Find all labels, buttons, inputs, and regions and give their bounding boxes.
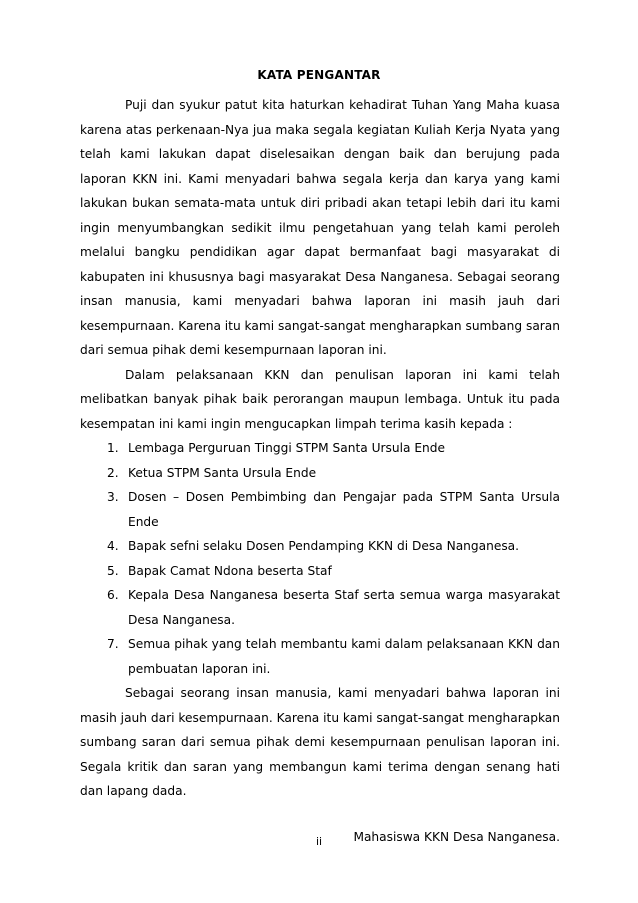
page-title: KATA PENGANTAR [257, 68, 381, 82]
paragraph-1-line: ingin menyumbangkan sedikit ilmu pengetahuan yang telah kami peroleh [80, 221, 560, 235]
signature: Mahasiswa KKN Desa Nanganesa. [353, 830, 560, 844]
list-item: Kepala Desa Nanganesa beserta Staf serta semua warga masyarakat [128, 588, 560, 602]
page-number: ii [315, 835, 323, 848]
paragraph-3-line: dan lapang dada. [80, 784, 187, 798]
list-item: Dosen – Dosen Pembimbing dan Pengajar pada STPM Santa Ursula [128, 490, 560, 504]
list-item: Ende [128, 515, 159, 529]
paragraph-3-line: masih jauh dari kesempurnaan. Karena itu kami sangat-sangat mengharapkan [80, 711, 560, 725]
paragraph-1-line: melalui bangku pendidikan agar dapat bermanfaat bagi masyarakat di [80, 245, 560, 259]
list-item-number: 1. [107, 441, 119, 455]
list-item-number: 7. [107, 637, 119, 651]
list-item: Desa Nanganesa. [128, 613, 236, 627]
list-item-number: 3. [107, 490, 119, 504]
list-item: pembuatan laporan ini. [128, 662, 271, 676]
paragraph-1-line: dari semua pihak demi kesempurnaan laporan ini. [80, 343, 387, 357]
paragraph-1-line: kesempurnaan. Karena itu kami sangat-sangat mengharapkan sumbang saran [80, 319, 560, 333]
paragraph-1-line: telah kami lakukan dapat diselesaikan dengan baik dan berujung pada [80, 147, 560, 161]
paragraph-3-line: Sebagai seorang insan manusia, kami menyadari bahwa laporan ini [125, 686, 560, 700]
list-item: Bapak Camat Ndona beserta Staf [128, 564, 332, 578]
list-item: Lembaga Perguruan Tinggi STPM Santa Ursula Ende [128, 441, 445, 455]
list-item: Ketua STPM Santa Ursula Ende [128, 466, 317, 480]
paragraph-1-line: lakukan bukan semata-mata untuk diri pribadi akan tetapi lebih dari itu kami [80, 196, 560, 210]
paragraph-3-line: sumbang saran dari semua pihak demi kesempurnaan penulisan laporan ini. [80, 735, 560, 749]
paragraph-3-line: Segala kritik dan saran yang membangun kami terima dengan senang hati [80, 760, 560, 774]
paragraph-2-line: melibatkan banyak pihak baik perorangan maupun lembaga. Untuk itu pada [80, 392, 560, 406]
list-item: Bapak sefni selaku Dosen Pendamping KKN di Desa Nanganesa. [128, 539, 520, 553]
list-item-number: 2. [107, 466, 119, 480]
paragraph-1-line: insan manusia, kami menyadari bahwa laporan ini masih jauh dari [80, 294, 560, 308]
list-item-number: 5. [107, 564, 119, 578]
list-item-number: 4. [107, 539, 119, 553]
paragraph-2-line: kesempatan ini kami ingin mengucapkan limpah terima kasih kepada : [80, 417, 513, 431]
list-item-number: 6. [107, 588, 119, 602]
paragraph-1-line: laporan KKN ini. Kami menyadari bahwa segala kerja dan karya yang kami [80, 172, 560, 186]
paragraph-1-line: karena atas perkenaan-Nya jua maka segala kegiatan Kuliah Kerja Nyata yang [80, 123, 560, 137]
paragraph-1-line: kabupaten ini khususnya bagi masyarakat Desa Nanganesa. Sebagai seorang [80, 270, 560, 284]
paragraph-2-line: Dalam pelaksanaan KKN dan penulisan laporan ini kami telah [125, 368, 560, 382]
list-item: Semua pihak yang telah membantu kami dalam pelaksanaan KKN dan [128, 637, 560, 651]
paragraph-1-line: Puji dan syukur patut kita haturkan kehadirat Tuhan Yang Maha kuasa [125, 98, 560, 112]
